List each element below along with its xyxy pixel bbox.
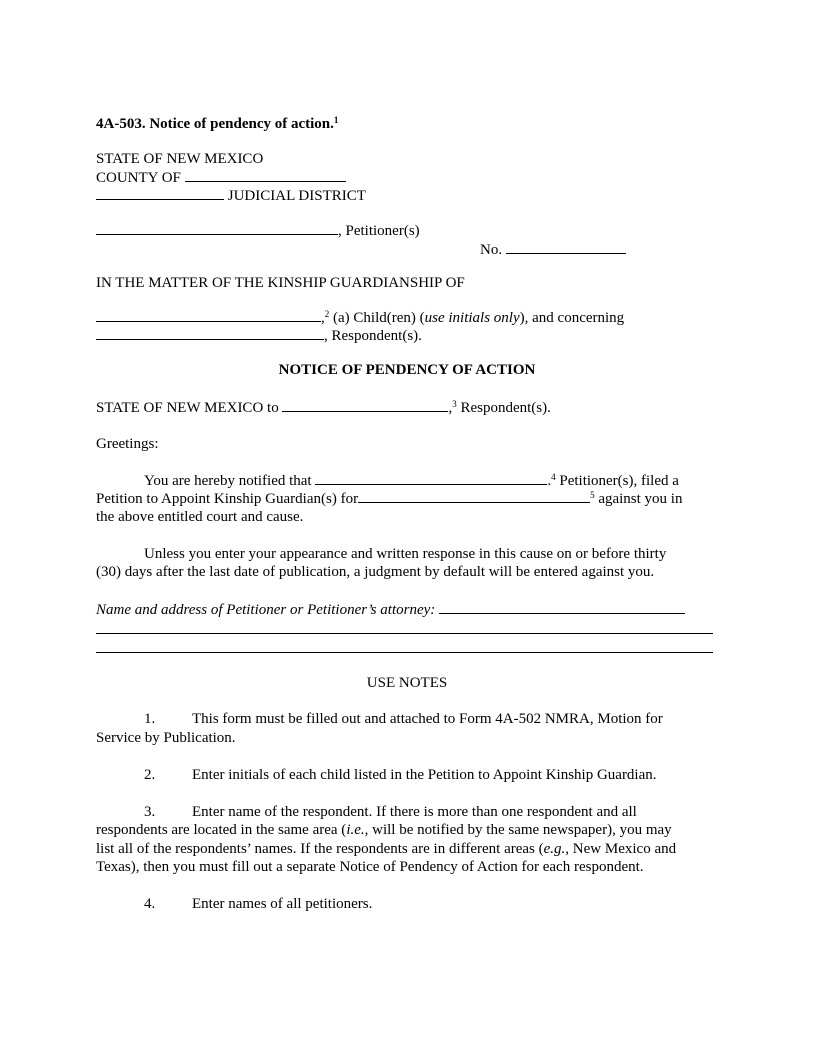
- greetings: Greetings:: [96, 436, 159, 452]
- child-line: ,$^2$ (a) Child(ren) (use initials only), and concerning: [96, 308, 718, 328]
- caption-county: COUNTY OF: [96, 168, 718, 188]
- caption-district: JUDICIAL DISTRICT: [96, 186, 718, 206]
- para1-line2: Petition to Appoint Kinship Guardian(s) for $^5$ against you in: [96, 490, 683, 507]
- district-blank[interactable]: [96, 186, 224, 200]
- use-note-3-line2: respondents are located in the same area (i.e., will be notified by the same newspaper), you may: [96, 822, 672, 838]
- para1-line3: the above entitled court and cause.: [96, 509, 304, 525]
- guardian-for-blank[interactable]: [358, 489, 590, 503]
- to-line: STATE OF NEW MEXICO to ,$^3$ Respondent(s).: [96, 399, 551, 416]
- respondent-blank[interactable]: [96, 326, 324, 340]
- respondent-line: , Respondent(s).: [96, 326, 718, 346]
- to-respondent-blank[interactable]: [282, 398, 448, 412]
- caption-petitioner: , Petitioner(s): [96, 221, 718, 241]
- attorney-blank[interactable]: [439, 600, 685, 614]
- use-note-2: 2. Enter initials of each child listed in the Petition to Appoint Kinship Guardian.: [144, 767, 657, 783]
- use-note-4: 4. Enter names of all petitioners.: [144, 896, 373, 912]
- footnote-ref-1: 1: [333, 115, 339, 125]
- case-number-blank[interactable]: [506, 240, 626, 254]
- attorney-blank-2[interactable]: [96, 633, 713, 634]
- county-blank[interactable]: [185, 168, 346, 182]
- petitioner-blank[interactable]: [96, 221, 338, 235]
- caption-state: STATE OF NEW MEXICO: [96, 151, 264, 167]
- rule-heading: [96, 115, 718, 134]
- matter-line: IN THE MATTER OF THE KINSHIP GUARDIANSHIP OF: [96, 275, 465, 291]
- notice-title: NOTICE OF PENDENCY OF ACTION: [278, 362, 536, 378]
- use-note-3-line3: list all of the respondents’ names. If the respondents are in different areas (e.g., New Mexico and: [96, 841, 677, 857]
- use-note-1-line2: Service by Publication.: [96, 730, 236, 746]
- use-note-3-line4: Texas), then you must fill out a separate Notice of Pendency of Action for each respondent.: [96, 859, 644, 875]
- para2-line2: (30) days after the last date of publication, a judgment by default will be entered against you.: [96, 564, 655, 580]
- para2-line1: Unless you enter your appearance and written response in this cause on or before thirty: [144, 546, 667, 562]
- use-note-3-line1: 3. Enter name of the respondent. If there is more than one respondent and all: [144, 804, 637, 820]
- para1-line1: You are hereby notified that .$^4$ Petitioner(s), filed a: [144, 472, 679, 489]
- notified-petitioner-blank[interactable]: [315, 471, 547, 485]
- case-number: No.: [480, 240, 640, 260]
- attorney-blank-3[interactable]: [96, 652, 713, 653]
- child-blank[interactable]: [96, 308, 321, 322]
- attorney-line: Name and address of Petitioner or Petitioner’s attorney:: [96, 600, 718, 620]
- use-note-1-line1: 1. This form must be filled out and attached to Form 4A-502 NMRA, Motion for: [144, 711, 663, 727]
- use-notes-title: USE NOTES: [366, 675, 448, 691]
- rule-title: 4A-503. Notice of pendency of action.: [96, 116, 334, 132]
